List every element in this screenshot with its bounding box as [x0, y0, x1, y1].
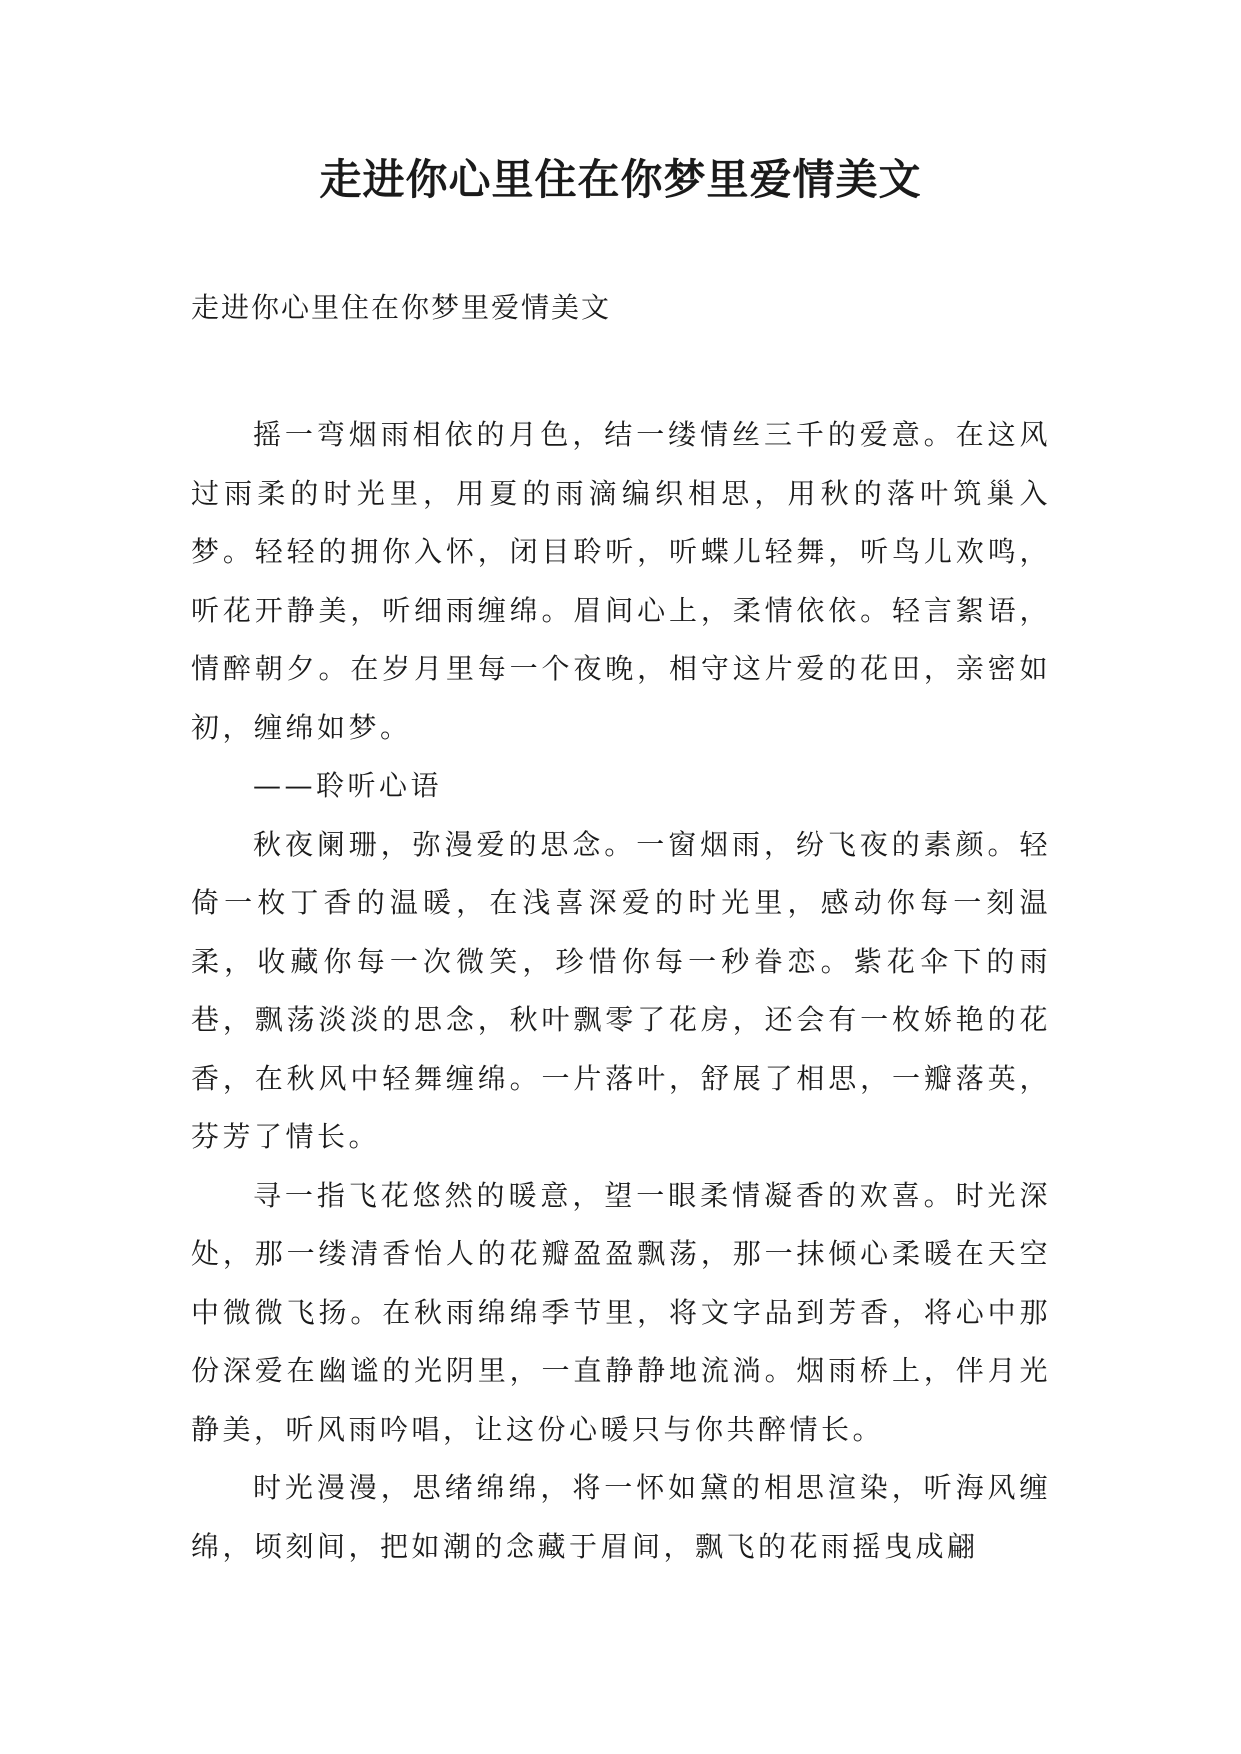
document-subtitle: 走进你心里住在你梦里爱情美文	[191, 291, 612, 324]
document-body	[191, 406, 1051, 1576]
paragraph-1: 摇一弯烟雨相依的月色，结一缕情丝三千的爱意。在这风过雨柔的时光里，用夏的雨滴编织相思，用秋的落叶筑巢入梦。轻轻的拥你入怀，闭目聆听，听蝶儿轻舞，听鸟儿欢鸣，听花开静美，听细雨缠绵。眉间心上，柔情依依。轻言絮语，情醉朝夕。在岁月里每一个夜晚，相守这片爱的花田，亲密如初，缠绵如梦。	[191, 418, 1051, 744]
paragraph-4: 时光漫漫，思绪绵绵，将一怀如黛的相思渲染，听海风缠绵，顷刻间，把如潮的念藏于眉间，飘飞的花雨摇曳成翩	[191, 1471, 1051, 1563]
signature-line: ——聆听心语	[253, 769, 443, 802]
paragraph-2: 秋夜阑珊，弥漫爱的思念。一窗烟雨，纷飞夜的素颜。轻倚一枚丁香的温暖，在浅喜深爱的时光里，感动你每一刻温柔，收藏你每一次微笑，珍惜你每一秒眷恋。紫花伞下的雨巷，飘荡淡淡的思念，秋叶飘零了花房，还会有一枚娇艳的花香，在秋风中轻舞缠绵。一片落叶，舒展了相思，一瓣落英，芬芳了情长。	[191, 827, 1051, 1153]
document-title: 走进你心里住在你梦里爱情美文	[319, 155, 922, 204]
paragraph-3: 寻一指飞花悠然的暖意，望一眼柔情凝香的欢喜。时光深处，那一缕清香怡人的花瓣盈盈飘荡，那一抹倾心柔暖在天空中微微飞扬。在秋雨绵绵季节里，将文字品到芳香，将心中那份深爱在幽谧的光阴里，一直静静地流淌。烟雨桥上，伴月光静美，听风雨吟唱，让这份心暖只与你共醉情长。	[191, 1178, 1051, 1446]
